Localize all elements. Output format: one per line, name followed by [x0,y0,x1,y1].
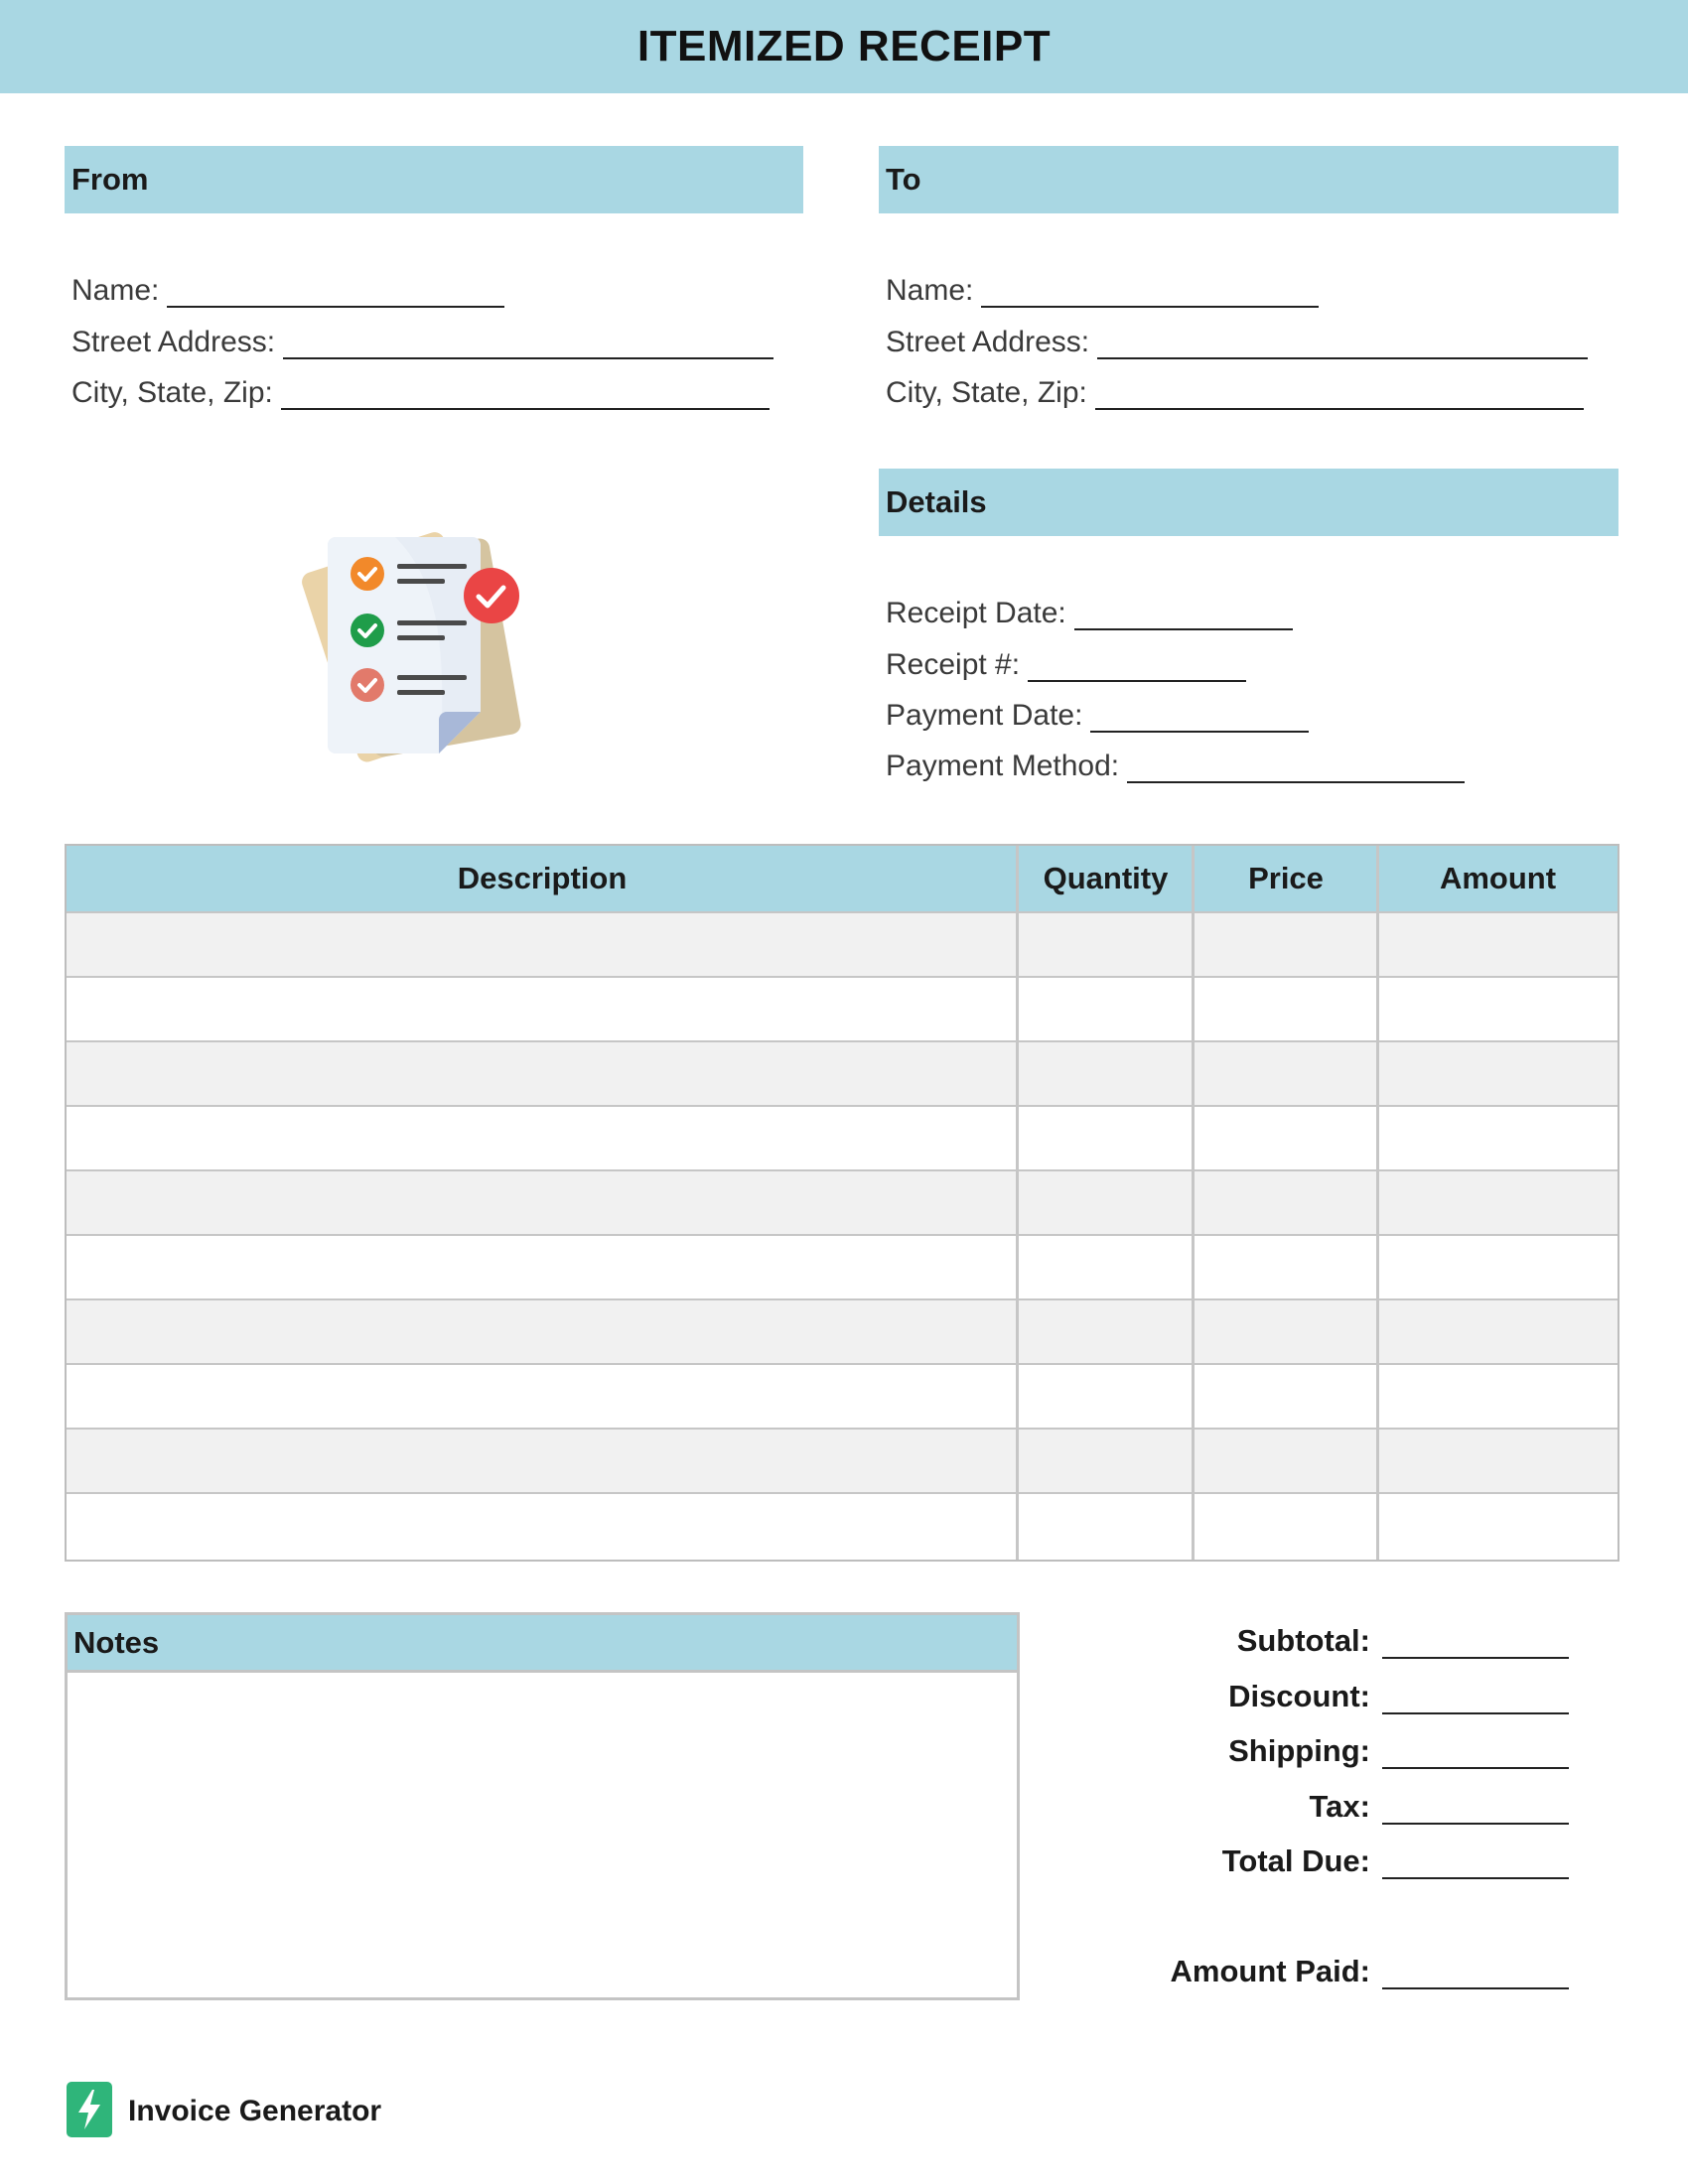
table-row[interactable] [67,1492,1618,1557]
table-row[interactable] [67,1298,1618,1363]
shipping-line[interactable] [1382,1765,1569,1769]
lightning-bolt-icon[interactable] [67,2082,112,2137]
subtotal-line[interactable] [1382,1655,1569,1659]
receipt-checklist-icon [298,521,526,774]
column-header-quantity: Quantity [1043,861,1169,895]
table-row[interactable] [67,1234,1618,1298]
payment-date-line[interactable] [1090,701,1309,733]
to-heading: To [879,146,1618,213]
notes-box[interactable] [65,1612,1020,2000]
shipping-label: Shipping: [1228,1733,1370,1768]
total-due-line[interactable] [1382,1875,1569,1879]
receipt-number-label: Receipt #: [886,648,1021,681]
table-row[interactable] [67,1105,1618,1169]
from-city-field[interactable] [71,370,770,410]
notes-divider [68,1670,1017,1673]
table-row[interactable] [67,1169,1618,1234]
from-city-line[interactable] [281,378,770,410]
to-name-line[interactable] [981,276,1319,308]
payment-method-label: Payment Method: [886,750,1120,782]
to-street-line[interactable] [1097,328,1588,359]
table-row[interactable] [67,1040,1618,1105]
to-name-label: Name: [886,274,974,307]
discount-label: Discount: [1228,1679,1370,1713]
payment-date-field[interactable] [886,693,1309,733]
notes-heading: Notes [68,1615,1017,1670]
to-city-label: City, State, Zip: [886,376,1087,409]
payment-method-line[interactable] [1127,751,1465,783]
amount-paid-label: Amount Paid: [1170,1954,1370,1988]
table-row[interactable] [67,1428,1618,1492]
column-header-amount: Amount [1439,861,1557,895]
receipt-number-field[interactable] [886,642,1246,682]
column-header-description: Description [457,861,628,895]
column-divider [1192,846,1195,1560]
receipt-number-line[interactable] [1028,650,1246,682]
receipt-date-field[interactable] [886,591,1293,630]
from-name-field[interactable] [71,268,504,308]
from-street-line[interactable] [283,328,774,359]
to-name-field[interactable] [886,268,1319,308]
receipt-date-line[interactable] [1074,599,1293,630]
tax-label: Tax: [1309,1789,1370,1824]
from-city-label: City, State, Zip: [71,376,273,409]
page-title: ITEMIZED RECEIPT [636,22,1052,70]
column-header-price: Price [1248,861,1324,895]
from-street-field[interactable] [71,320,774,359]
subtotal-label: Subtotal: [1236,1623,1370,1658]
discount-line[interactable] [1382,1710,1569,1714]
tax-line[interactable] [1382,1821,1569,1825]
from-street-label: Street Address: [71,326,276,358]
payment-method-field[interactable] [886,744,1465,783]
total-due-label: Total Due: [1221,1843,1370,1878]
column-divider [1016,846,1019,1560]
items-table [65,844,1619,1562]
payment-date-label: Payment Date: [886,699,1083,732]
amount-paid-line[interactable] [1382,1985,1569,1989]
from-heading: From [65,146,803,213]
receipt-date-label: Receipt Date: [886,597,1066,629]
table-row[interactable] [67,976,1618,1040]
to-city-field[interactable] [886,370,1584,410]
table-row[interactable] [67,1363,1618,1428]
to-street-field[interactable] [886,320,1588,359]
footer-brand[interactable]: Invoice Generator [128,2095,382,2127]
from-name-line[interactable] [167,276,504,308]
details-heading: Details [879,469,1618,536]
to-city-line[interactable] [1095,378,1584,410]
to-street-label: Street Address: [886,326,1090,358]
table-row[interactable] [67,911,1618,976]
from-name-label: Name: [71,274,160,307]
column-divider [1376,846,1379,1560]
